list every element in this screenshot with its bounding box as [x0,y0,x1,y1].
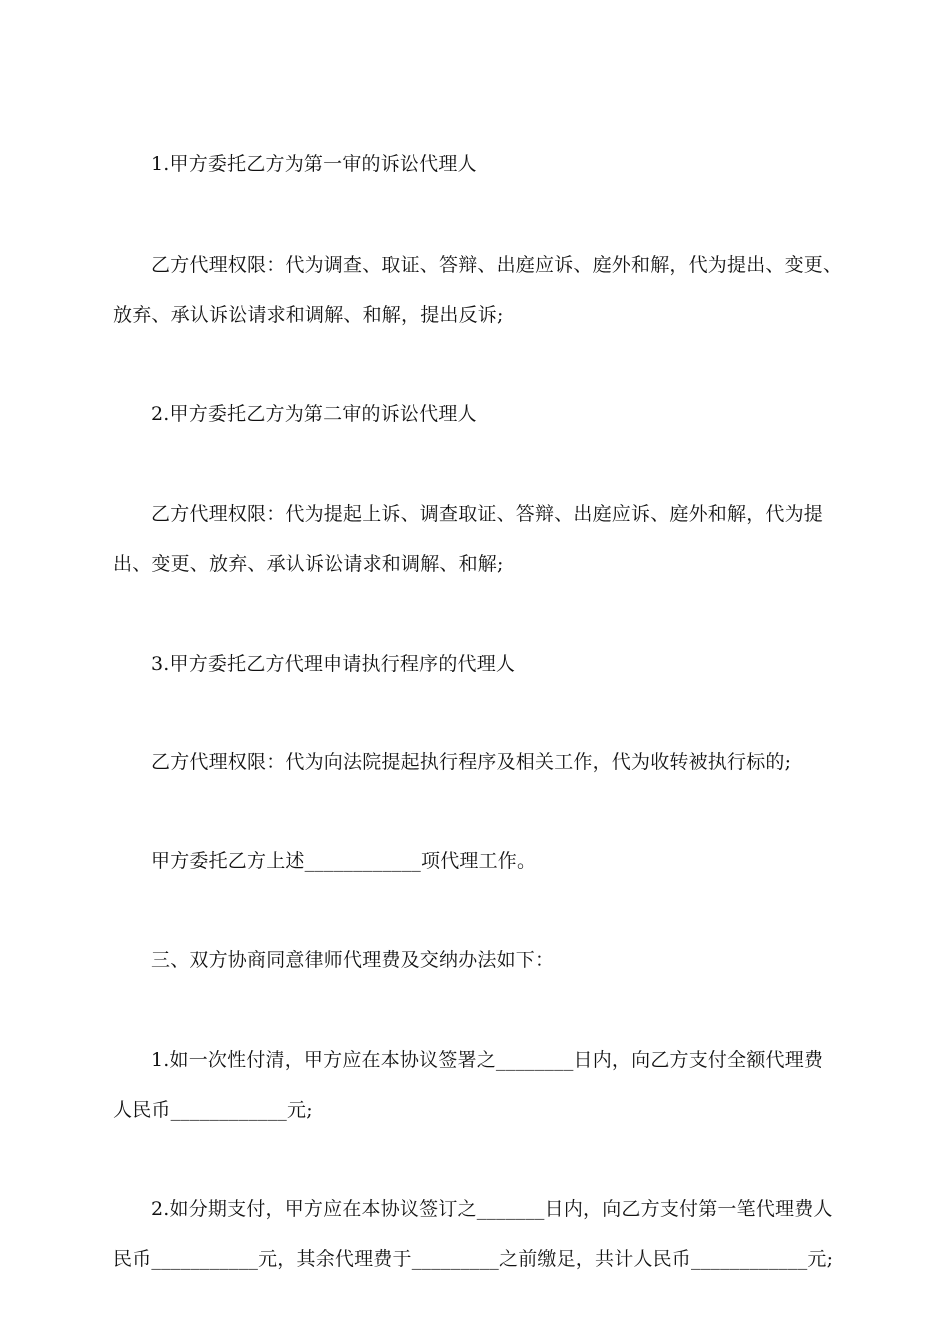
clause-text: 甲方委托乙方上述____________项代理工作。 [151,850,537,872]
clause-text-line-1: 2.如分期支付，甲方应在本协议签订之_______日内，向乙方支付第一笔代理费人 [151,1198,833,1220]
clause-text: 乙方代理权限：代为向法院提起执行程序及相关工作，代为收转被执行标的; [151,751,792,773]
clause-execution-authority [113,737,838,787]
clause-entrusted-items [113,836,838,886]
clause-first-instance [113,139,838,189]
clause-text-line-1: 乙方代理权限：代为调查、取证、答辩、出庭应诉、庭外和解，代为提出、变更、 [151,254,843,276]
clause-second-instance-authority [113,489,838,589]
clause-first-instance-authority [113,240,843,340]
clause-text-line-2: 人民币____________元; [113,1099,313,1121]
section-heading-fees [113,935,838,985]
clause-text-line-2: 民币___________元，其余代理费于_________之前缴足，共计人民币____________元; [113,1248,834,1270]
clause-installment-payment [113,1184,838,1284]
clause-text: 3.甲方委托乙方代理申请执行程序的代理人 [151,653,516,675]
clause-second-instance [113,389,838,439]
clause-lump-sum-payment [113,1035,838,1135]
clause-text-line-1: 1.如一次性付清，甲方应在本协议签署之________日内，向乙方支付全额代理费 [151,1049,824,1071]
clause-text-line-2: 出、变更、放弃、承认诉讼请求和调解、和解; [113,553,504,575]
clause-text-line-1: 乙方代理权限：代为提起上诉、调查取证、答辩、出庭应诉、庭外和解，代为提 [151,503,824,525]
section-heading-text: 三、双方协商同意律师代理费及交纳办法如下： [151,949,555,971]
clause-text: 2.甲方委托乙方为第二审的诉讼代理人 [151,403,477,425]
clause-text: 1.甲方委托乙方为第一审的诉讼代理人 [151,153,477,175]
clause-execution [113,639,838,689]
clause-text-line-2: 放弃、承认诉讼请求和调解、和解，提出反诉; [113,304,504,326]
